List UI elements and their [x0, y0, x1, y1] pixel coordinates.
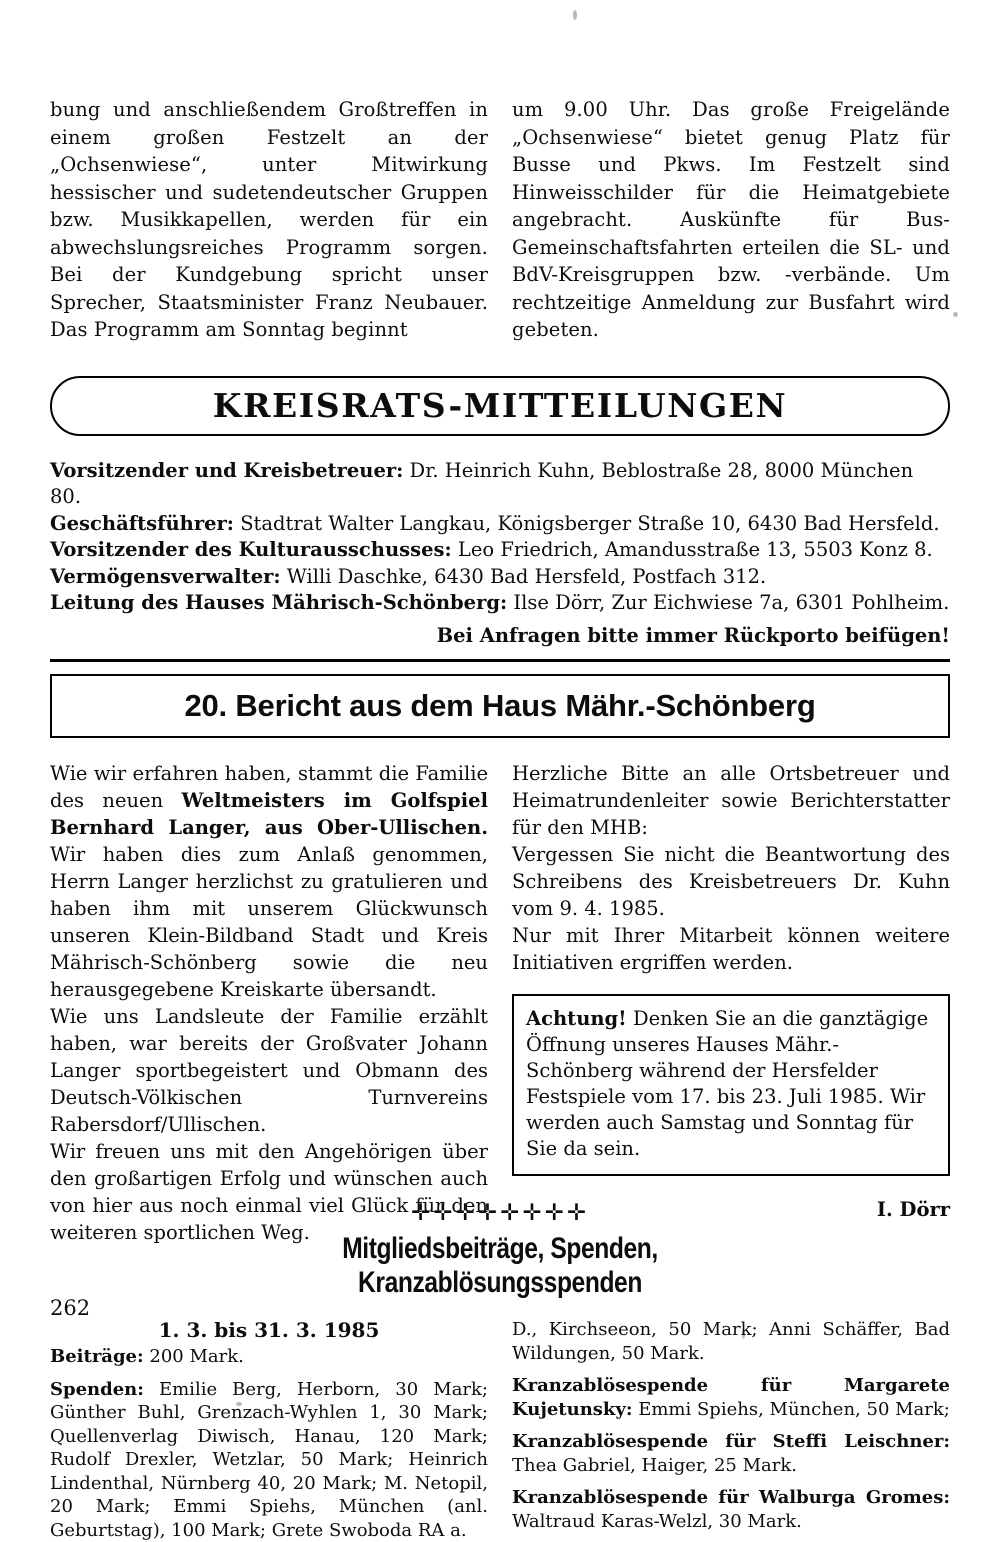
official-detail: Leo Friedrich, Amandusstraße 13, 5503 Konz 8. — [452, 538, 933, 561]
donations-kranz-label: Kranzablösespende für Walburga Gromes: — [512, 1487, 950, 1508]
official-detail: Stadtrat Walter Langkau, Königsberger Straße 10, 6430 Bad Hersfeld. — [234, 512, 940, 535]
page-content — [50, 96, 950, 1542]
donations-beitraege-label: Beiträge: — [50, 1346, 144, 1367]
donations-kranz-entry — [512, 1486, 950, 1533]
section-banner-title: KREISRATS-MITTEILUNGEN — [213, 386, 788, 425]
scan-speck — [953, 312, 958, 317]
notice-text: Denken Sie an die ganztägige Öffnung unseres Hauses Mähr.-Schönberg während der Hersfelder Festspiele vom 17. bis 23. Juli 1985. Wir werden auch Samstag und Sonntag für Sie da sein. — [526, 1007, 928, 1160]
top-article-column-right: um 9.00 Uhr. Das große Freigelände „Ochsenwiese“ bietet genug Platz für Busse und Pkws. Im Festzelt sind Hinweisschilder für die Heimatgebiete angebracht. Auskünfte für Bus-Gemeinschaftsfahrten erteilen die SL- und BdV-Kreisgruppen bzw. -verbände. Um rechtzeitige Anmeldung zur Busfahrt wird gebeten. — [512, 96, 950, 344]
report-paragraph: Wie uns Landsleute der Familie erzählt haben, war bereits der Großvater Johann Langer sportbegeistert und Obmann des Deutsch-Völkischen Turnvereins Rabersdorf/Ullischen. — [50, 1003, 488, 1138]
donations-spenden-label: Spenden: — [50, 1379, 144, 1400]
donations-beitraege — [50, 1345, 488, 1369]
donations-left-text — [50, 1345, 488, 1542]
section-banner — [50, 376, 950, 436]
official-role: Vorsitzender und Kreisbetreuer: — [50, 459, 403, 482]
notice-box — [512, 994, 950, 1176]
official-detail: Willi Daschke, 6430 Bad Hersfeld, Postfach 312. — [281, 565, 767, 588]
donations-heading-line2: Kranzablösungsspenden — [358, 1266, 642, 1299]
top-article — [50, 96, 950, 344]
official-entry — [50, 458, 950, 511]
report-paragraph — [50, 760, 488, 1003]
donations-date-range: 1. 3. bis 31. 3. 1985 — [50, 1318, 488, 1342]
signature: I. Dörr — [512, 1196, 950, 1223]
donations-section — [50, 1318, 950, 1542]
official-role: Vermögensverwalter: — [50, 565, 281, 588]
report-column-right — [512, 760, 950, 1246]
donations-kranz-value: Emmi Spiehs, München, 50 Mark; — [633, 1399, 950, 1420]
donations-spenden — [50, 1378, 488, 1542]
donations-heading-line1: Mitgliedsbeiträge, Spenden, — [342, 1232, 658, 1265]
report-column-left — [50, 760, 488, 1246]
donations-spenden-continued: D., Kirchseeon, 50 Mark; Anni Schäffer, Bad Wildungen, 50 Mark. — [512, 1318, 950, 1365]
report-heading-box — [50, 674, 950, 738]
official-detail: Dr. Heinrich Kuhn, Beblostraße 28, 8000 München 80. — [50, 459, 913, 509]
official-detail: Ilse Dörr, Zur Eichwiese 7a, 6301 Pohlheim. — [507, 591, 949, 614]
officials-note: Bei Anfragen bitte immer Rückporto beifügen! — [50, 623, 950, 650]
donations-kranz-entry — [512, 1374, 950, 1421]
report-emphasis: Weltmeisters im Golfspiel Bernhard Langer, aus Ober-Ullischen. — [50, 789, 488, 839]
report-paragraph: Vergessen Sie nicht die Beantwortung des Schreibens des Kreisbetreuers Dr. Kuhn vom 9. 4. 1985. — [512, 841, 950, 922]
donations-heading — [131, 1232, 869, 1300]
official-entry — [50, 590, 950, 617]
donations-right-text — [512, 1318, 950, 1533]
notice-label: Achtung! — [526, 1007, 627, 1030]
donations-kranz-label: Kranzablösespende für Margarete Kujetunsky: — [512, 1375, 950, 1420]
horizontal-rule — [50, 659, 950, 662]
donations-column-left — [50, 1318, 488, 1542]
official-role: Leitung des Hauses Mährisch-Schönberg: — [50, 591, 507, 614]
official-entry — [50, 511, 950, 538]
report-paragraph: Nur mit Ihrer Mitarbeit können weitere Initiativen ergriffen werden. — [512, 922, 950, 976]
report-paragraph: Wir freuen uns mit den Angehörigen über den großartigen Erfolg und wünschen auch von hier aus noch einmal viel Glück für den weiteren sportlichen Weg. — [50, 1138, 488, 1246]
ornament-divider: ✛✛✛✛✛✛✛✛ — [50, 1200, 950, 1226]
official-role: Geschäftsführer: — [50, 512, 234, 535]
report-text: Wie wir erfahren haben, stammt die Familie des neuen — [50, 762, 488, 812]
report-text: Wir haben dies zum Anlaß genommen, Herrn Langer herzlichst zu gratulieren und haben ihm mit unserem Glückwunsch unseren Klein-Bildband Stadt und Kreis Mährisch-Schönberg sowie die neu herausgegebene Kreiskarte übersandt. — [50, 843, 488, 1001]
officials-list — [50, 458, 950, 650]
top-article-column-left: bung und anschließendem Großtreffen in einem großen Festzelt an der „Ochsenwiese“, unter Mitwirkung hessischer und sudetendeutscher Gruppen bzw. Musikkapellen, werden für ein abwechslungsreiches Programm sorgen. Bei der Kundgebung spricht unser Sprecher, Staatsminister Franz Neubauer. Das Programm am Sonntag beginnt — [50, 96, 488, 344]
donations-kranz-value: Thea Gabriel, Haiger, 25 Mark. — [512, 1455, 797, 1476]
donations-column-right — [512, 1318, 950, 1542]
scan-speck — [573, 10, 577, 20]
official-role: Vorsitzender des Kulturausschusses: — [50, 538, 452, 561]
official-entry — [50, 564, 950, 591]
donations-kranz-entry — [512, 1430, 950, 1477]
donations-kranz-value: Waltraud Karas-Welzl, 30 Mark. — [512, 1511, 802, 1532]
report-heading: 20. Bericht aus dem Haus Mähr.-Schönberg — [184, 688, 815, 724]
report-paragraph: Herzliche Bitte an alle Ortsbetreuer und Heimatrundenleiter sowie Berichterstatter für den MHB: — [512, 760, 950, 841]
official-entry — [50, 537, 950, 564]
report-body — [50, 760, 950, 1246]
donations-kranz-label: Kranzablösespende für Steffi Leischner: — [512, 1431, 950, 1452]
donations-spenden-value: Emilie Berg, Herborn, 30 Mark; Günther Buhl, Grenzach-Wyhlen 1, 30 Mark; Quellenverlag Diwisch, Hanau, 120 Mark; Rudolf Drexler, Wetzlar, 50 Mark; Heinrich Lindenthal, Nürnberg 40, 20 Mark; M. Netopil, 20 Mark; Emmi Spiehs, München (anl. Geburtstag), 100 Mark; Grete Swoboda RA a. — [50, 1379, 488, 1541]
donations-beitraege-value: 200 Mark. — [144, 1346, 244, 1367]
page-number: 262 — [50, 1296, 90, 1320]
